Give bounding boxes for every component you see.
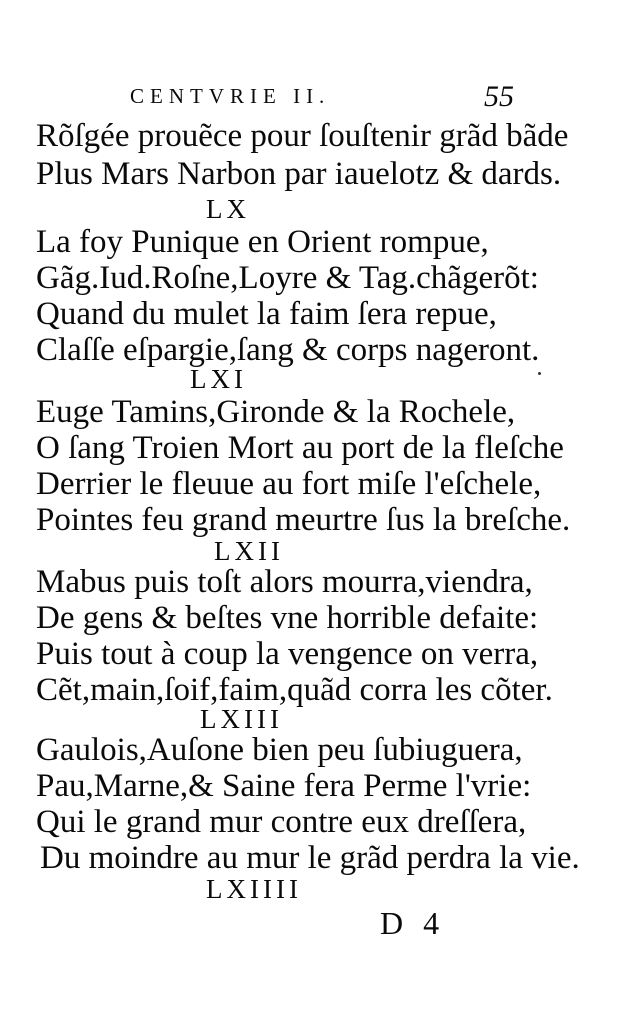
quatrain-number: LXIII bbox=[200, 704, 283, 734]
verse-line: De gens & beſtes vne horrible defaite: bbox=[36, 600, 539, 636]
quatrain-number: LXIIII bbox=[206, 874, 302, 904]
verse-line: Gãg.Iud.Roſne,Loyre & Tag.chãgerõt: bbox=[36, 260, 539, 296]
signature-mark: D 4 bbox=[380, 905, 446, 941]
quatrain-number: LX bbox=[206, 194, 250, 224]
verse-line: O ſang Troien Mort au port de la fleſche bbox=[36, 430, 564, 466]
verse-line: Euge Tamins,Gironde & la Rochele, bbox=[36, 394, 516, 430]
quatrain-number: LXI bbox=[190, 364, 247, 394]
verse-line: Rõſgée prouẽce pour ſouſtenir grãd bãde bbox=[36, 118, 569, 154]
verse-line: Claſſe eſpargie,ſang & corps nageront. bbox=[36, 332, 540, 368]
verse-line: Du moindre au mur le grãd perdra la vie. bbox=[40, 840, 580, 876]
ink-speck bbox=[538, 372, 541, 375]
verse-line: Plus Mars Narbon par iauelotz & dards. bbox=[36, 156, 562, 192]
verse-line: Derrier le fleuue au fort miſe l'eſchele, bbox=[36, 466, 542, 502]
verse-line: La foy Punique en Orient rompue, bbox=[36, 224, 489, 260]
verse-line: Qui le grand mur contre eux dreſſera, bbox=[36, 804, 527, 840]
verse-line: Cẽt,main,ſoif,faim,quãd corra les cõter. bbox=[36, 672, 553, 708]
running-head: CENTVRIE II. bbox=[130, 84, 331, 108]
verse-line: Mabus puis toſt alors mourra,viendra, bbox=[36, 564, 533, 600]
page-number: 55 bbox=[484, 80, 514, 113]
quatrain-number: LXII bbox=[214, 536, 284, 566]
verse-line: Quand du mulet la faim ſera repue, bbox=[36, 296, 497, 332]
verse-line: Pointes feu grand meurtre ſus la breſche. bbox=[36, 502, 571, 538]
verse-line: Pau,Marne,& Saine fera Perme l'vrie: bbox=[36, 768, 532, 804]
verse-line: Gaulois,Auſone bien peu ſubiuguera, bbox=[36, 732, 523, 768]
verse-line: Puis tout à coup la vengence on verra, bbox=[36, 636, 539, 672]
